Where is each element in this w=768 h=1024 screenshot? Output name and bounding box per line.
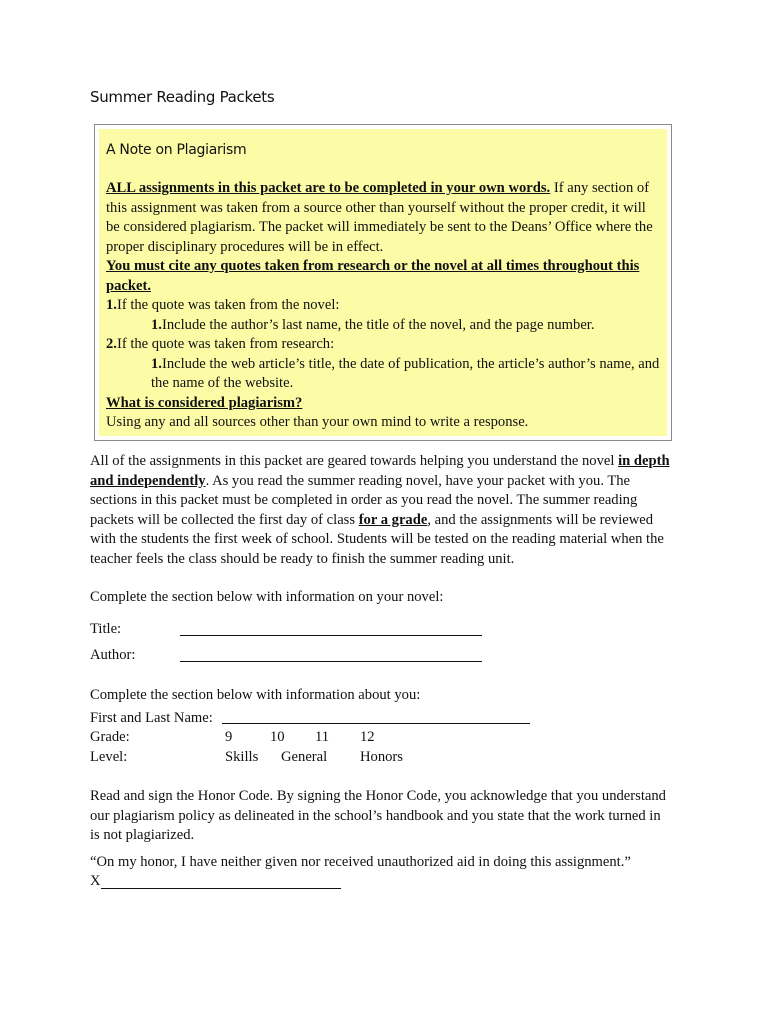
novel-quote-item bbox=[106, 296, 661, 316]
own-words-detail: If any section of this assignment was taken from a source other than yourself without the proper credit, it will be considered plagiarism. The packet will immediately be sent to the Deans’ Office where the proper disciplinary procedures will be in effect. bbox=[106, 180, 653, 255]
plagiarism-note-content bbox=[99, 129, 667, 436]
list-number: 2. bbox=[106, 336, 117, 352]
author-field bbox=[90, 640, 670, 666]
cite-rule: You must cite any quotes taken from research or the novel at all times throughout this packet. bbox=[106, 258, 640, 294]
student-section-lead: Complete the section below with information about you: bbox=[90, 686, 421, 703]
main-content bbox=[90, 452, 670, 892]
list-text: If the quote was taken from the novel: bbox=[116, 297, 340, 313]
page-title: Summer Reading Packets bbox=[90, 88, 275, 106]
own-words-paragraph bbox=[106, 179, 661, 257]
plagiarism-answer: Using any and all sources other than your own mind to write a response. bbox=[106, 414, 529, 430]
list-text: Include the author’s last name, the title of the novel, and the page number. bbox=[161, 316, 595, 333]
intro-text: , and the assignments will be reviewed with the students the first week of school. Students will be tested on the reading material when the teacher feels the class should be ready to finish the summer reading unit. bbox=[90, 511, 664, 567]
honor-pledge: “On my honor, I have neither given nor received unauthorized aid in doing this assignment.” bbox=[90, 853, 631, 870]
level-label: Level: bbox=[90, 748, 128, 765]
grade-row bbox=[90, 728, 670, 748]
title-label: Title: bbox=[90, 621, 122, 637]
title-field bbox=[90, 614, 670, 640]
list-text: Include the web article’s title, the date of publication, the article’s author’s name, and the name of the website. bbox=[151, 355, 660, 391]
list-number: 1. bbox=[106, 297, 117, 313]
novel-section-lead: Complete the section below with information on your novel: bbox=[90, 589, 444, 605]
plagiarism-question: What is considered plagiarism? bbox=[106, 394, 303, 411]
grade-option[interactable]: 11 bbox=[315, 729, 330, 745]
level-option[interactable]: Honors bbox=[360, 748, 403, 765]
plagiarism-note-box bbox=[94, 124, 672, 441]
novel-quote-subitem bbox=[106, 316, 661, 336]
name-blank[interactable] bbox=[222, 709, 530, 724]
grade-option[interactable]: 12 bbox=[360, 729, 375, 745]
signature-prefix: X bbox=[90, 873, 101, 889]
level-row bbox=[90, 748, 670, 768]
list-number: 1. bbox=[151, 355, 162, 372]
note-heading: A Note on Plagiarism bbox=[106, 142, 247, 158]
name-field bbox=[90, 708, 670, 728]
author-blank[interactable] bbox=[180, 647, 482, 662]
signature-blank[interactable] bbox=[101, 874, 341, 889]
honor-code-instructions: Read and sign the Honor Code. By signing the Honor Code, you acknowledge that you understand our plagiarism policy as delineated in the school’s handbook and you state that the work turned in is not plagiarized. bbox=[90, 788, 666, 843]
grade-label: Grade: bbox=[90, 729, 130, 745]
research-quote-subitem bbox=[106, 355, 661, 394]
signature-field bbox=[90, 872, 670, 892]
list-text: If the quote was taken from research: bbox=[116, 336, 335, 352]
level-option[interactable]: Skills bbox=[225, 748, 259, 765]
intro-emphasis: for a grade bbox=[358, 511, 428, 528]
intro-text: . As you read the summer reading novel, have your packet with you. The sections in this packet must be completed in order as you read the novel. The summer reading packets will be collected the first day of class bbox=[90, 472, 638, 528]
author-label: Author: bbox=[90, 647, 136, 663]
intro-paragraph bbox=[90, 452, 670, 569]
intro-text: All of the assignments in this packet are geared towards helping you understand the novel bbox=[90, 453, 619, 469]
title-blank[interactable] bbox=[180, 621, 482, 636]
name-label: First and Last Name: bbox=[90, 709, 213, 726]
intro-emphasis: in depth and independently bbox=[90, 453, 670, 489]
research-quote-item bbox=[106, 335, 661, 355]
level-option[interactable]: General bbox=[281, 748, 328, 765]
grade-option[interactable]: 10 bbox=[270, 729, 285, 745]
list-number: 1. bbox=[151, 316, 162, 333]
own-words-rule: ALL assignments in this packet are to be completed in your own words. bbox=[106, 180, 551, 196]
grade-option[interactable]: 9 bbox=[225, 729, 233, 745]
